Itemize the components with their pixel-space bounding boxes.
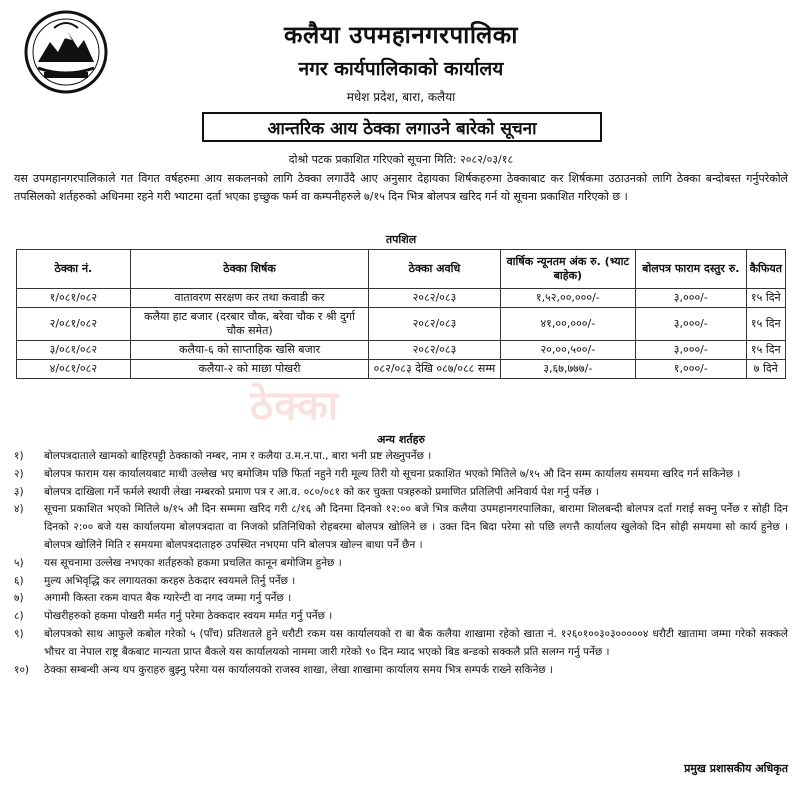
watermark: ठेक्का [250,383,340,429]
condition-number: ५) [14,556,24,569]
condition-text: बोलपत्रदाताले खामको बाहिरपट्टी ठेक्काको नम्बर, नाम र कलैया उ.म.न.पा., बारा भनी प्रष्ट लेख्नुपर्नेछ । [44,450,432,462]
cell-remarks: १५ दिने [746,289,785,308]
condition-text: यस सूचनामा उल्लेख नभएका शर्तहरुको हकमा प्रचलित कानून बमोजिम हुनेछ । [44,556,342,569]
condition-number: ८) [14,610,24,623]
cell-remarks: १५ दिन [746,341,785,360]
condition-text: पोखरीहरुको हकमा पोखरी मर्मत गर्नु परेमा ठेक्कदार स्वयम मर्मत गर्नु पर्नेछ । [44,610,333,623]
cell-title: वातावरण सरक्षण कर तथा कवाडी कर [130,289,369,308]
table-header-row [17,250,786,289]
cell-remarks: १५ दिन [746,308,785,341]
col-header-title: ठेक्का शिर्षक [130,250,369,289]
notice-title: आन्तरिक आय ठेक्का लगाउने बारेको सूचना [202,112,602,142]
condition-number: ६) [14,574,24,587]
cell-form-fee: ३,०००/- [636,289,746,308]
municipality-name: कलैया उपमहानगरपालिका [284,21,518,49]
table-row [17,289,786,308]
cell-contract-no: ४/०८१/०८२ [17,360,131,379]
condition-text: बोलपत्र फाराम यस कार्यालयबाट माथी उल्लेख भए बमोजिम पछि फिर्ता नहुने गरी मूल्य तिरी यो सूचना प्रकाशित भएको मितिले ७/१५ औ दिन सम्म कार्यालय समयमा खरिद गर्न सकिनेछ । [44,467,741,480]
list-item [14,608,788,626]
cell-title: कलैया-२ को माछा पोखरी [130,360,369,379]
condition-text: मुल्य अभिवृद्धि कर लगायतका करहरु ठेकदार स्वयमले तिर्नु पर्नेछ । [44,574,296,587]
list-item [14,501,788,554]
cell-min-amount: ४१,००,०००/- [500,308,636,341]
cell-title: कलैया हाट बजार (दरबार चौक, बरेवा चौक र श्री दुर्गा चौक समेत) [130,308,369,341]
list-item [14,626,788,662]
list-item [14,573,788,591]
condition-number: २) [14,467,24,480]
intro-paragraph: यस उपमहानगरपालिकाले गत विगत वर्षहरुमा आय सकलनको लागि ठेक्का लगाउँदै आए अनुसार देहायका शिर्षकहरुमा ठेक्काबाट कर शिर्षकमा उठाउनको लागि ठेक्का बन्दोबस्त गर्नुपरेकोले तपसिलको शर्तहरुको अधिनमा रहने गरी भ्याटमा दर्ता भएका इच्छुक फर्म वा कम्पनीहरुले ७/१५ दिन भित्र बोलपत्र खरिद गर्न यो सूचना प्रकाशित गरिएको छ । [14,172,788,203]
cell-period: ०८२/०८३ देखि ०८७/०८८ सम्म [369,360,500,379]
list-item [14,484,788,502]
cell-contract-no: २/०८१/०८२ [17,308,131,341]
col-header-form-fee: बोलपत्र फाराम दस्तुर रु. [636,250,746,289]
cell-form-fee: ३,०००/- [636,341,746,360]
publication-date: दोश्रो पटक प्रकाशित गरिएको सूचना मिति: २०८२/०३/१८ [288,153,514,166]
condition-text: सूचना प्रकाशित भएको मितिले ७/१५ औ दिन सम्ममा खरिद गरी ८/१६ औ दिनमा दिनको १२:०० बजे भित्र कलैया उपमहानगरपालिका, बारामा शिलबन्दी बोलपत्र दर्ता गराई सक्नु पर्नेछ र सोही दिन दिनको २:०० बजे यस कार्यालयमा बोलपत्रदाता वा निजको प्रतिनिधिको रोहबरमा बोलपत्र खोलिने छ । उक्त दिन बिदा परेमा सो पछि लगत्तै कार्यालय खुलेको दिन सोही समयमा सो कार्य हुनेछ । बोलपत्र खोलिने मिति र समयमा बोलपत्रदाताहरु उपस्थित नभएमा पनि बोलपत्र खोल्न बाधा पर्ने छैन । [44,503,788,551]
condition-text: ठेक्का सम्बन्धी अन्य थप कुराहरु बुझ्नु परेमा यस कार्यालयको राजस्व शाखा, लेखा शाखामा कार्यालय समय भित्र सम्पर्क राख्ने सकिनेछ । [44,663,554,676]
list-item [14,448,788,466]
cell-contract-no: १/०८१/०८२ [17,289,131,308]
cell-period: २०८२/०८३ [369,341,500,360]
conditions-title: अन्य शर्तहरु [376,433,426,446]
col-header-remarks: कैफियत [746,250,785,289]
condition-number: ९) [14,627,24,640]
table-row [17,360,786,379]
condition-number: ७) [14,592,24,605]
cell-min-amount: १,५२,००,०००/- [500,289,636,308]
condition-text: बोलपत्र दाखिला गर्ने फर्मले स्थायी लेखा नम्बरको प्रमाण पत्र र आ.व. ०८०/०८१ को कर चुक्ता पत्रहरुको प्रमाणित प्रतिलिपी अनिवार्य पेश गर्नु पर्नेछ । [44,485,599,498]
col-header-contract-no: ठेक्का नं. [17,250,131,289]
list-item [14,466,788,484]
contract-table [16,249,786,379]
cell-period: २०८२/०८३ [369,308,500,341]
list-item [14,590,788,608]
table-row [17,341,786,360]
condition-number: १) [14,450,24,462]
cell-form-fee: ३,०००/- [636,308,746,341]
cell-title: कलैया-६ को साप्ताहिक खसि बजार [130,341,369,360]
table-row [17,308,786,341]
letterhead [0,0,802,150]
cell-contract-no: ३/०८१/०८२ [17,341,131,360]
cell-min-amount: ३,६७,७७७/- [500,360,636,379]
condition-number: १०) [14,663,30,676]
conditions-list [14,448,788,679]
condition-text: अगामी किस्ता रकम वापत बैक ग्यारेन्टी वा नगद जम्मा गर्नु पर्नेछ । [44,592,292,605]
col-header-min-amount: वार्षिक न्यूनतम अंक रु. (भ्याट बाहेक) [500,250,636,289]
condition-number: ३) [14,485,24,498]
condition-number: ४) [14,503,24,516]
cell-remarks: ७ दिने [746,360,785,379]
cell-min-amount: २०,००,५००/- [500,341,636,360]
office-address: मधेश प्रदेश, बारा, कलैया [346,90,456,104]
signatory-title: प्रमुख प्रशासकीय अधिकृत [684,762,788,775]
list-item [14,662,788,680]
col-header-period: ठेक्का अवधि [369,250,500,289]
list-item [14,555,788,573]
cell-form-fee: १,०००/- [636,360,746,379]
table-caption: तपशिल [385,233,417,246]
condition-text: बोलपत्रको साथ आफुले कबोल गरेको ५ (पाँच) प्रतिशतले हुने धरौटी रकम यस कार्यालयको रा बा बैक कलैया शाखामा रहेको खाता नं. १२६०१००३०३०००००४ धरौटी खातामा जम्मा गरेको सक्कले भौचर वा नेपाल राष्ट्र बैकबाट मान्यता प्राप्त बैकले यस कार्यालयको नाममा जारी गरेको ९० दिन म्याद भएको बिड बन्डको सक्कलै प्रति सलग्न गर्नु पर्नेछ । [44,627,788,658]
office-name: नगर कार्यपालिकाको कार्यालय [298,58,504,80]
cell-period: २०८२/०८३ [369,289,500,308]
